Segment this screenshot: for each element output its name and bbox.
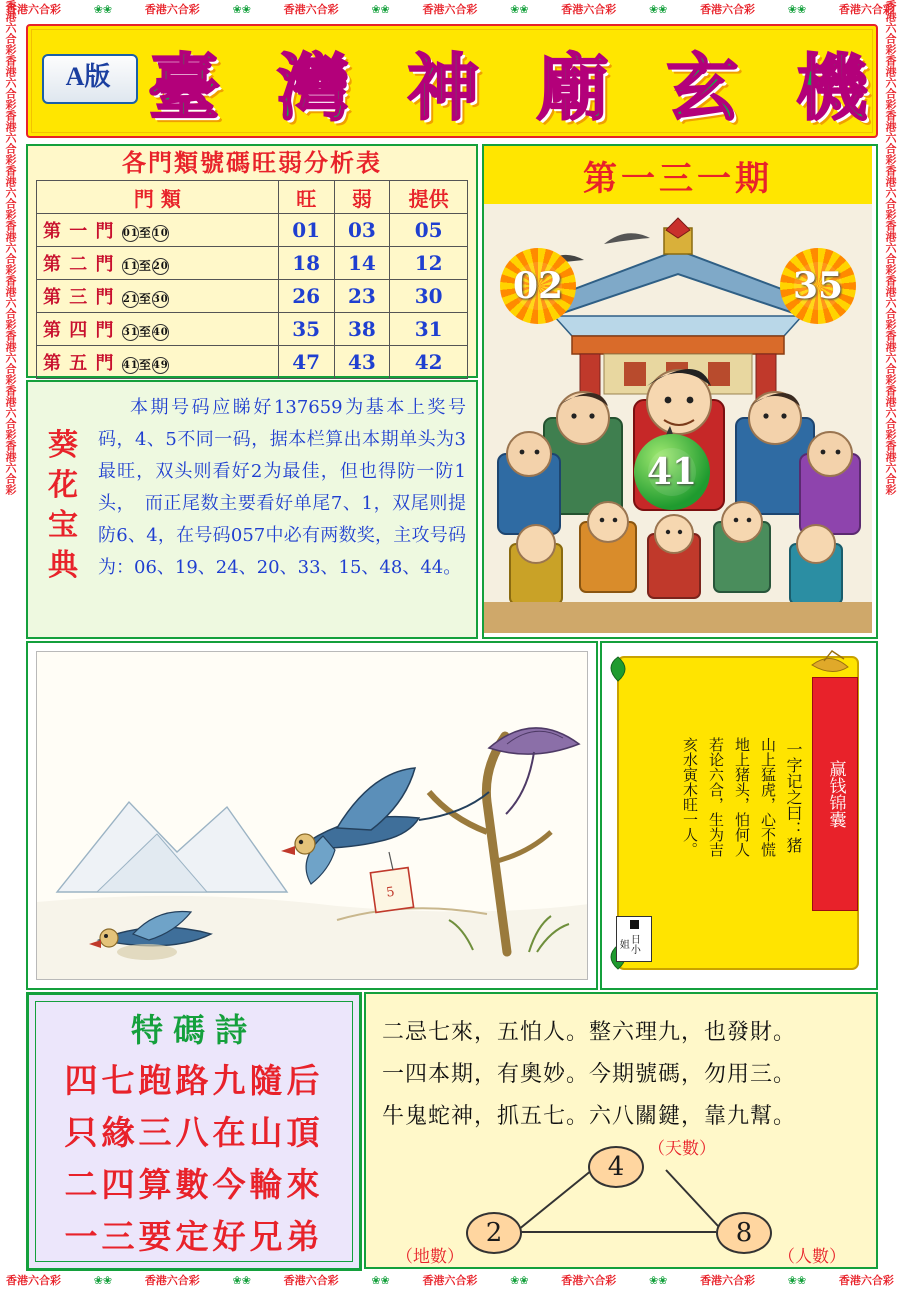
title-char-3: 神 [407, 45, 480, 130]
commentary-box [26, 380, 478, 639]
human-number: 8 [716, 1212, 772, 1254]
edition-badge [42, 54, 134, 100]
border-right-text: 香港六合彩 [884, 165, 897, 220]
cell-strong: 26 [278, 280, 334, 313]
row-label: 第 二 門 [43, 254, 115, 275]
border-right-text: 香港六合彩 [884, 110, 897, 165]
col-provide: 提供 [390, 181, 468, 214]
border-left-text: 香港六合彩 [4, 220, 17, 275]
border-left-text: 香港六合彩 [4, 0, 17, 55]
temple-artwork [484, 204, 872, 633]
border-right-text: 香港六合彩 [884, 55, 897, 110]
verse-line-2: 一四本期，有奧妙。今期號碼，勿用三。 [382, 1062, 797, 1087]
border-right-text: 香港六合彩 [884, 0, 897, 55]
border-right [880, 0, 900, 1291]
scroll-col-4: 若论六合，生为吉 [707, 737, 725, 857]
cell-weak: 23 [334, 280, 390, 313]
cell-provide: 30 [390, 280, 468, 313]
cell-provide: 05 [390, 214, 468, 247]
border-bottom: 香港六合彩 ❀❀ 香港六合彩 ❀❀ 香港六合彩 ❀❀ 香港六合彩 ❀❀ 香港六合彩 ❀❀ 香港六合彩 ❀❀ 香港六合彩 [6, 1274, 894, 1287]
border-left-text: 香港六合彩 [4, 55, 17, 110]
lucky-ball-2: 35 [780, 248, 856, 324]
table-row: 第 二 門 11至20 18 14 12 [37, 247, 468, 280]
cell-provide: 42 [390, 346, 468, 379]
row-label: 第 三 門 [43, 287, 115, 308]
seal-square [630, 920, 639, 929]
heaven-label: （天數） [648, 1139, 716, 1159]
special-code-poem-box [26, 992, 362, 1271]
col-strong: 旺 [278, 181, 334, 214]
poem-title: 特碼詩 [130, 1011, 257, 1049]
lucky-ball-1: 02 [500, 248, 576, 324]
title-banner [26, 24, 878, 138]
issue-banner [484, 146, 872, 206]
bird-painting-box [26, 641, 598, 990]
row-label: 第 四 門 [43, 320, 115, 341]
poem-line-3: 二四算數今輪來 [64, 1165, 324, 1204]
table-row: 第 一 門 01至10 01 03 05 [37, 214, 468, 247]
row-label: 第 五 門 [43, 353, 115, 374]
table-row: 第 三 門 21至30 26 23 30 [37, 280, 468, 313]
border-left-text: 香港六合彩 [4, 385, 17, 440]
cell-weak: 14 [334, 247, 390, 280]
issue-number: 第一三一期 [583, 158, 773, 199]
lucky-ball-3: 41 [634, 434, 710, 510]
temple-illustration-box [482, 144, 878, 639]
human-label: （人數） [778, 1247, 846, 1267]
border-right-text: 香港六合彩 [884, 385, 897, 440]
border-right-text: 香港六合彩 [884, 330, 897, 385]
border-left-text: 香港六合彩 [4, 275, 17, 330]
border-right-text: 香港六合彩 [884, 220, 897, 275]
table-header-row [37, 181, 468, 214]
svg-text:5: 5 [385, 884, 396, 901]
red-banner [812, 677, 858, 911]
verse-lines [382, 1012, 860, 1138]
cell-provide: 31 [390, 313, 468, 346]
cell-strong: 47 [278, 346, 334, 379]
table-row: 第 五 門 41至49 47 43 42 [37, 346, 468, 379]
bird-painting [36, 651, 588, 980]
commentary-text: 本期号码应睇好137659为基本上奖号码，4、5不同一码，据本栏算出本期单头为3最旺，双头则看好2为最佳，但也得防一防1头， 而正尾数主要看好单尾7、1，双尾则提防6、4，在号码057中必有两数奖，主攻号码为：06、19、24、20、33、15、48、44。 [98, 397, 466, 578]
title-char-2: 灣 [277, 45, 350, 130]
earth-number: 2 [466, 1212, 522, 1254]
cell-strong: 01 [278, 214, 334, 247]
analysis-table-title: 各門類號碼旺弱分析表 [122, 148, 382, 177]
scroll-box [600, 641, 878, 990]
range-from: 01 [122, 225, 139, 242]
border-left-text: 香港六合彩 [4, 330, 17, 385]
analysis-table [36, 180, 468, 379]
scroll-col-5: 亥水寅木旺一人。 [681, 737, 699, 857]
border-left [0, 0, 20, 1291]
cell-weak: 43 [334, 346, 390, 379]
title-char-5: 玄 [666, 45, 739, 130]
range-to: 10 [152, 225, 169, 242]
row-label: 第 一 門 [43, 221, 115, 242]
commentary-label: 葵 花 宝 典 [48, 428, 78, 583]
title-char-1: 臺 [148, 45, 221, 130]
table-row: 第 四 門 31至40 35 38 31 [37, 313, 468, 346]
verse-box [364, 992, 878, 1269]
scroll-col-1: 一字记之曰：猪 [784, 741, 803, 853]
border-left-text: 香港六合彩 [4, 110, 17, 165]
content-frame [20, 20, 880, 1271]
cell-strong: 35 [278, 313, 334, 346]
border-left-text: 香港六合彩 [4, 440, 17, 495]
verse-line-1: 二忌七來，五怕人。整六理九，也發財。 [382, 1020, 797, 1045]
title-char-4: 廟 [536, 45, 609, 130]
poem-lines [29, 1055, 359, 1263]
title-char-6: 機 [795, 45, 868, 130]
col-weak: 弱 [334, 181, 390, 214]
border-right-text: 香港六合彩 [884, 440, 897, 495]
red-banner-text: 赢钱锦囊 [825, 760, 846, 828]
scroll-col-3: 地上猪头，怕何人 [733, 737, 751, 857]
cell-strong: 18 [278, 247, 334, 280]
analysis-table-box [26, 144, 478, 378]
earth-label: （地數） [396, 1247, 464, 1267]
poem-line-4: 一三要定好兄弟 [64, 1217, 324, 1256]
poem-line-2: 只緣三八在山頂 [64, 1113, 324, 1152]
cell-provide: 12 [390, 247, 468, 280]
poem-line-1: 四七跑路九隨后 [64, 1061, 324, 1100]
seal-stamp: 日小姐 [616, 916, 652, 962]
scroll-col-2: 山上猛虎，心不慌 [759, 737, 777, 857]
verse-line-3: 牛鬼蛇神，抓五七。六八關鍵，靠九幫。 [382, 1104, 797, 1129]
page-title [148, 34, 868, 130]
cell-weak: 03 [334, 214, 390, 247]
col-category: 門 類 [37, 181, 279, 214]
border-top: 香港六合彩 ❀❀ 香港六合彩 ❀❀ 香港六合彩 ❀❀ 香港六合彩 ❀❀ 香港六合彩 ❀❀ 香港六合彩 ❀❀ 香港六合彩 [6, 3, 894, 16]
heaven-number: 4 [588, 1146, 644, 1188]
edition-label: A版 [65, 62, 111, 91]
border-right-text: 香港六合彩 [884, 275, 897, 330]
cell-weak: 38 [334, 313, 390, 346]
border-left-text: 香港六合彩 [4, 165, 17, 220]
bird-scene-svg [37, 652, 588, 979]
